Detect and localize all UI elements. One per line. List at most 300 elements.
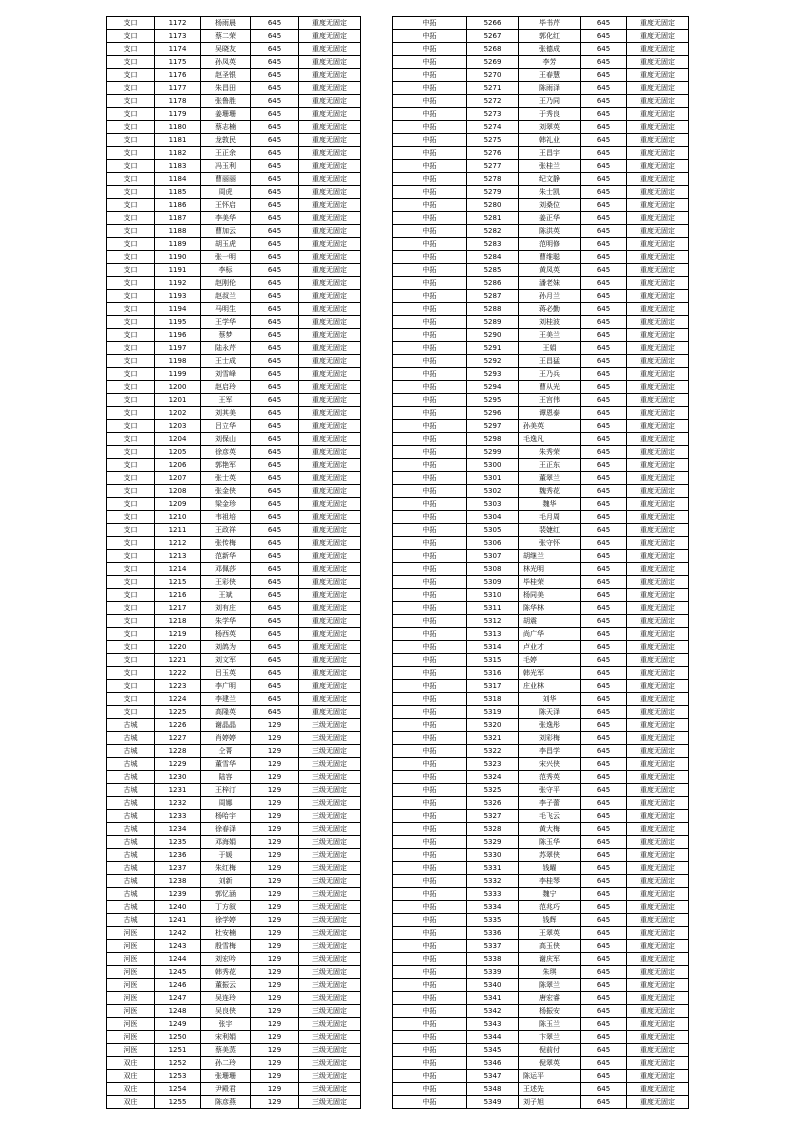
- serial-cell: 5315: [467, 654, 519, 667]
- table-row: [107, 30, 361, 43]
- serial-cell: 1255: [155, 1096, 201, 1109]
- name-cell: 王宫伟: [519, 394, 581, 407]
- category-cell: 三级无固定: [299, 901, 361, 914]
- table-row: [393, 979, 689, 992]
- table-row: [107, 108, 361, 121]
- serial-cell: 5312: [467, 615, 519, 628]
- town-cell: 支口: [107, 43, 155, 56]
- name-cell: 杨同美: [519, 589, 581, 602]
- amount-cell: 645: [581, 459, 627, 472]
- name-cell: 蒋必勤: [519, 303, 581, 316]
- table-row: [107, 69, 361, 82]
- name-cell: 邓海娟: [201, 836, 251, 849]
- amount-cell: 645: [581, 1005, 627, 1018]
- town-cell: 古城: [107, 862, 155, 875]
- name-cell: 刘华: [519, 693, 581, 706]
- table-row: [393, 732, 689, 745]
- table-row: [393, 199, 689, 212]
- town-cell: 古城: [107, 732, 155, 745]
- amount-cell: 645: [581, 264, 627, 277]
- town-cell: 古城: [107, 810, 155, 823]
- town-cell: 古城: [107, 797, 155, 810]
- table-row: [393, 576, 689, 589]
- name-cell: 张桂兰: [519, 160, 581, 173]
- amount-cell: 645: [251, 693, 299, 706]
- name-cell: 范新华: [201, 550, 251, 563]
- town-cell: 双庄: [107, 1057, 155, 1070]
- category-cell: 重度无固定: [627, 303, 689, 316]
- amount-cell: 645: [581, 927, 627, 940]
- town-cell: 中拓: [393, 368, 467, 381]
- amount-cell: 645: [251, 550, 299, 563]
- category-cell: 重度无固定: [627, 82, 689, 95]
- name-cell: 徐彦英: [201, 446, 251, 459]
- category-cell: 三级无固定: [299, 823, 361, 836]
- amount-cell: 645: [581, 69, 627, 82]
- category-cell: 三级无固定: [299, 992, 361, 1005]
- category-cell: 重度无固定: [627, 862, 689, 875]
- serial-cell: 5285: [467, 264, 519, 277]
- serial-cell: 1228: [155, 745, 201, 758]
- table-row: [393, 264, 689, 277]
- town-cell: 河医: [107, 979, 155, 992]
- amount-cell: 645: [251, 303, 299, 316]
- town-cell: 中拓: [393, 1031, 467, 1044]
- serial-cell: 5281: [467, 212, 519, 225]
- town-cell: 中拓: [393, 875, 467, 888]
- table-row: [107, 732, 361, 745]
- category-cell: 重度无固定: [299, 186, 361, 199]
- table-row: [107, 355, 361, 368]
- category-cell: 重度无固定: [627, 810, 689, 823]
- table-row: [393, 459, 689, 472]
- amount-cell: 645: [581, 303, 627, 316]
- town-cell: 古城: [107, 784, 155, 797]
- category-cell: 三级无固定: [299, 745, 361, 758]
- table-row: [393, 43, 689, 56]
- serial-cell: 1193: [155, 290, 201, 303]
- name-cell: 范兆巧: [519, 901, 581, 914]
- serial-cell: 5333: [467, 888, 519, 901]
- amount-cell: 645: [251, 160, 299, 173]
- name-cell: 王梓汀: [201, 784, 251, 797]
- amount-cell: 645: [251, 641, 299, 654]
- category-cell: 重度无固定: [627, 1018, 689, 1031]
- category-cell: 重度无固定: [627, 17, 689, 30]
- category-cell: 重度无固定: [299, 355, 361, 368]
- name-cell: 张珊珊: [201, 1070, 251, 1083]
- amount-cell: 129: [251, 888, 299, 901]
- category-cell: 重度无固定: [299, 641, 361, 654]
- table-row: [393, 82, 689, 95]
- category-cell: 三级无固定: [299, 836, 361, 849]
- category-cell: 重度无固定: [627, 420, 689, 433]
- serial-cell: 1174: [155, 43, 201, 56]
- serial-cell: 1212: [155, 537, 201, 550]
- town-cell: 中拓: [393, 251, 467, 264]
- town-cell: 中拓: [393, 498, 467, 511]
- name-cell: 仝菁: [201, 745, 251, 758]
- amount-cell: 645: [581, 810, 627, 823]
- category-cell: 三级无固定: [299, 966, 361, 979]
- table-row: [393, 147, 689, 160]
- town-cell: 中拓: [393, 56, 467, 69]
- table-row: [393, 303, 689, 316]
- town-cell: 支口: [107, 212, 155, 225]
- serial-cell: 1232: [155, 797, 201, 810]
- name-cell: 于媛: [201, 849, 251, 862]
- name-cell: 王春慧: [519, 69, 581, 82]
- table-row: [107, 810, 361, 823]
- name-cell: 韩礼业: [519, 134, 581, 147]
- amount-cell: 645: [581, 888, 627, 901]
- amount-cell: 645: [581, 602, 627, 615]
- table-row: [393, 1096, 689, 1109]
- name-cell: 孙月兰: [519, 290, 581, 303]
- table-row: [107, 342, 361, 355]
- name-cell: 陆容: [201, 771, 251, 784]
- town-cell: 中拓: [393, 446, 467, 459]
- amount-cell: 129: [251, 979, 299, 992]
- name-cell: 郭化红: [519, 30, 581, 43]
- table-row: [393, 108, 689, 121]
- category-cell: 重度无固定: [627, 966, 689, 979]
- name-cell: 张宇: [201, 1018, 251, 1031]
- serial-cell: 1209: [155, 498, 201, 511]
- category-cell: 重度无固定: [627, 69, 689, 82]
- category-cell: 重度无固定: [627, 537, 689, 550]
- table-row: [107, 212, 361, 225]
- table-row: [393, 654, 689, 667]
- table-row: [107, 901, 361, 914]
- category-cell: 三级无固定: [299, 1096, 361, 1109]
- category-cell: 重度无固定: [627, 277, 689, 290]
- category-cell: 重度无固定: [627, 95, 689, 108]
- town-cell: 支口: [107, 329, 155, 342]
- serial-cell: 1214: [155, 563, 201, 576]
- category-cell: 重度无固定: [627, 43, 689, 56]
- town-cell: 中拓: [393, 95, 467, 108]
- category-cell: 重度无固定: [627, 238, 689, 251]
- town-cell: 中拓: [393, 732, 467, 745]
- town-cell: 支口: [107, 615, 155, 628]
- serial-cell: 5282: [467, 225, 519, 238]
- serial-cell: 5340: [467, 979, 519, 992]
- serial-cell: 5304: [467, 511, 519, 524]
- table-row: [107, 1005, 361, 1018]
- category-cell: 重度无固定: [627, 836, 689, 849]
- serial-cell: 5317: [467, 680, 519, 693]
- category-cell: 重度无固定: [627, 225, 689, 238]
- category-cell: 重度无固定: [627, 888, 689, 901]
- serial-cell: 1239: [155, 888, 201, 901]
- table-row: [393, 420, 689, 433]
- category-cell: 重度无固定: [299, 329, 361, 342]
- category-cell: 重度无固定: [299, 56, 361, 69]
- serial-cell: 1221: [155, 654, 201, 667]
- serial-cell: 1190: [155, 251, 201, 264]
- town-cell: 支口: [107, 654, 155, 667]
- category-cell: 三级无固定: [299, 862, 361, 875]
- category-cell: 三级无固定: [299, 719, 361, 732]
- serial-cell: 5313: [467, 628, 519, 641]
- category-cell: 重度无固定: [627, 30, 689, 43]
- serial-cell: 5266: [467, 17, 519, 30]
- category-cell: 重度无固定: [627, 1005, 689, 1018]
- name-cell: 吕玉英: [201, 667, 251, 680]
- name-cell: 范秀英: [519, 771, 581, 784]
- town-cell: 河医: [107, 1018, 155, 1031]
- town-cell: 中拓: [393, 1005, 467, 1018]
- serial-cell: 1197: [155, 342, 201, 355]
- amount-cell: 129: [251, 875, 299, 888]
- category-cell: 重度无固定: [299, 17, 361, 30]
- town-cell: 中拓: [393, 524, 467, 537]
- category-cell: 重度无固定: [627, 641, 689, 654]
- table-row: [107, 199, 361, 212]
- table-row: [107, 277, 361, 290]
- name-cell: 刘翠英: [519, 121, 581, 134]
- amount-cell: 129: [251, 862, 299, 875]
- category-cell: 重度无固定: [627, 1096, 689, 1109]
- serial-cell: 1220: [155, 641, 201, 654]
- amount-cell: 129: [251, 966, 299, 979]
- town-cell: 支口: [107, 160, 155, 173]
- name-cell: 魏宁: [519, 888, 581, 901]
- serial-cell: 1238: [155, 875, 201, 888]
- amount-cell: 645: [251, 212, 299, 225]
- amount-cell: 645: [581, 966, 627, 979]
- amount-cell: 645: [581, 342, 627, 355]
- town-cell: 中拓: [393, 186, 467, 199]
- serial-cell: 1251: [155, 1044, 201, 1057]
- name-cell: 王斌: [201, 589, 251, 602]
- table-row: [107, 303, 361, 316]
- town-cell: 中拓: [393, 719, 467, 732]
- town-cell: 中拓: [393, 615, 467, 628]
- category-cell: 重度无固定: [627, 576, 689, 589]
- town-cell: 中拓: [393, 836, 467, 849]
- serial-cell: 5280: [467, 199, 519, 212]
- town-cell: 中拓: [393, 238, 467, 251]
- name-cell: 黄大梅: [519, 823, 581, 836]
- category-cell: 重度无固定: [627, 355, 689, 368]
- town-cell: 支口: [107, 433, 155, 446]
- table-row: [393, 316, 689, 329]
- name-cell: 杨雨晨: [201, 17, 251, 30]
- town-cell: 中拓: [393, 914, 467, 927]
- table-row: [393, 966, 689, 979]
- table-row: [393, 680, 689, 693]
- category-cell: 重度无固定: [299, 615, 361, 628]
- serial-cell: 5276: [467, 147, 519, 160]
- table-row: [107, 1083, 361, 1096]
- name-cell: 王昌宇: [519, 147, 581, 160]
- category-cell: 三级无固定: [299, 1044, 361, 1057]
- category-cell: 重度无固定: [627, 329, 689, 342]
- town-cell: 中拓: [393, 797, 467, 810]
- category-cell: 重度无固定: [627, 992, 689, 1005]
- table-row: [393, 862, 689, 875]
- town-cell: 支口: [107, 251, 155, 264]
- category-cell: 重度无固定: [627, 134, 689, 147]
- serial-cell: 1250: [155, 1031, 201, 1044]
- category-cell: 重度无固定: [627, 914, 689, 927]
- table-row: [393, 615, 689, 628]
- serial-cell: 5275: [467, 134, 519, 147]
- table-row: [107, 225, 361, 238]
- category-cell: 三级无固定: [299, 1070, 361, 1083]
- town-cell: 河医: [107, 953, 155, 966]
- category-cell: 重度无固定: [627, 1031, 689, 1044]
- town-cell: 中拓: [393, 381, 467, 394]
- town-cell: 中拓: [393, 771, 467, 784]
- amount-cell: 645: [581, 797, 627, 810]
- town-cell: 古城: [107, 914, 155, 927]
- town-cell: 中拓: [393, 108, 467, 121]
- town-cell: 中拓: [393, 277, 467, 290]
- town-cell: 河医: [107, 927, 155, 940]
- name-cell: 陈玉华: [519, 836, 581, 849]
- town-cell: 支口: [107, 524, 155, 537]
- town-cell: 支口: [107, 186, 155, 199]
- table-row: [393, 1005, 689, 1018]
- table-row: [107, 693, 361, 706]
- amount-cell: 645: [251, 420, 299, 433]
- town-cell: 支口: [107, 316, 155, 329]
- serial-cell: 1243: [155, 940, 201, 953]
- town-cell: 支口: [107, 381, 155, 394]
- amount-cell: 645: [581, 368, 627, 381]
- category-cell: 重度无固定: [627, 979, 689, 992]
- table-row: [393, 212, 689, 225]
- table-row: [393, 342, 689, 355]
- name-cell: 刘保山: [201, 433, 251, 446]
- amount-cell: 645: [251, 394, 299, 407]
- name-cell: 谢晶晶: [201, 719, 251, 732]
- table-row: [107, 771, 361, 784]
- amount-cell: 645: [581, 251, 627, 264]
- town-cell: 中拓: [393, 758, 467, 771]
- category-cell: 三级无固定: [299, 953, 361, 966]
- amount-cell: 645: [251, 277, 299, 290]
- category-cell: 三级无固定: [299, 732, 361, 745]
- amount-cell: 129: [251, 745, 299, 758]
- table-row: [393, 589, 689, 602]
- table-row: [107, 680, 361, 693]
- serial-cell: 1195: [155, 316, 201, 329]
- amount-cell: 645: [581, 550, 627, 563]
- category-cell: 重度无固定: [627, 667, 689, 680]
- town-cell: 支口: [107, 680, 155, 693]
- table-row: [393, 433, 689, 446]
- town-cell: 支口: [107, 82, 155, 95]
- category-cell: 重度无固定: [627, 212, 689, 225]
- table-row: [393, 134, 689, 147]
- name-cell: 王正余: [201, 147, 251, 160]
- name-cell: 赵叔兰: [201, 290, 251, 303]
- table-row: [393, 407, 689, 420]
- category-cell: 三级无固定: [299, 888, 361, 901]
- category-cell: 重度无固定: [299, 290, 361, 303]
- name-cell: 倪翠英: [519, 1057, 581, 1070]
- category-cell: 重度无固定: [299, 381, 361, 394]
- town-cell: 中拓: [393, 355, 467, 368]
- serial-cell: 5339: [467, 966, 519, 979]
- table-row: [393, 121, 689, 134]
- amount-cell: 645: [581, 667, 627, 680]
- category-cell: 重度无固定: [627, 342, 689, 355]
- table-row: [107, 316, 361, 329]
- serial-cell: 1213: [155, 550, 201, 563]
- category-cell: 重度无固定: [299, 173, 361, 186]
- table-row: [393, 251, 689, 264]
- name-cell: 刘其美: [201, 407, 251, 420]
- town-cell: 支口: [107, 511, 155, 524]
- name-cell: 陈华林: [519, 602, 581, 615]
- amount-cell: 645: [581, 381, 627, 394]
- serial-cell: 1196: [155, 329, 201, 342]
- name-cell: 杜安楠: [201, 927, 251, 940]
- serial-cell: 5299: [467, 446, 519, 459]
- town-cell: 中拓: [393, 147, 467, 160]
- name-cell: 张逸彤: [519, 719, 581, 732]
- town-cell: 中拓: [393, 641, 467, 654]
- category-cell: 重度无固定: [299, 82, 361, 95]
- amount-cell: 645: [251, 472, 299, 485]
- category-cell: 重度无固定: [299, 628, 361, 641]
- name-cell: 卞翠兰: [519, 1031, 581, 1044]
- name-cell: 王学华: [201, 316, 251, 329]
- town-cell: 中拓: [393, 1096, 467, 1109]
- name-cell: 赵圣银: [201, 69, 251, 82]
- amount-cell: 645: [581, 199, 627, 212]
- amount-cell: 645: [581, 849, 627, 862]
- serial-cell: 5325: [467, 784, 519, 797]
- amount-cell: 645: [581, 316, 627, 329]
- serial-cell: 5268: [467, 43, 519, 56]
- town-cell: 中拓: [393, 1044, 467, 1057]
- name-cell: 韩光军: [519, 667, 581, 680]
- town-cell: 支口: [107, 706, 155, 719]
- name-cell: 黄凤英: [519, 264, 581, 277]
- town-cell: 河医: [107, 966, 155, 979]
- amount-cell: 645: [581, 277, 627, 290]
- serial-cell: 1237: [155, 862, 201, 875]
- table-row: [107, 719, 361, 732]
- table-row: [107, 134, 361, 147]
- serial-cell: 5308: [467, 563, 519, 576]
- table-row: [107, 667, 361, 680]
- amount-cell: 645: [581, 680, 627, 693]
- serial-cell: 1175: [155, 56, 201, 69]
- amount-cell: 645: [581, 706, 627, 719]
- name-cell: 张守平: [519, 784, 581, 797]
- serial-cell: 1192: [155, 277, 201, 290]
- name-cell: 周虎: [201, 186, 251, 199]
- right-roster-table: [392, 16, 689, 1109]
- category-cell: 重度无固定: [627, 771, 689, 784]
- name-cell: 董翠兰: [519, 472, 581, 485]
- serial-cell: 5305: [467, 524, 519, 537]
- table-row: [107, 17, 361, 30]
- amount-cell: 645: [581, 589, 627, 602]
- name-cell: 陈翠兰: [519, 979, 581, 992]
- left-roster-table: [106, 16, 361, 1109]
- name-cell: 龙敦民: [201, 134, 251, 147]
- table-row: [107, 1070, 361, 1083]
- serial-cell: 1186: [155, 199, 201, 212]
